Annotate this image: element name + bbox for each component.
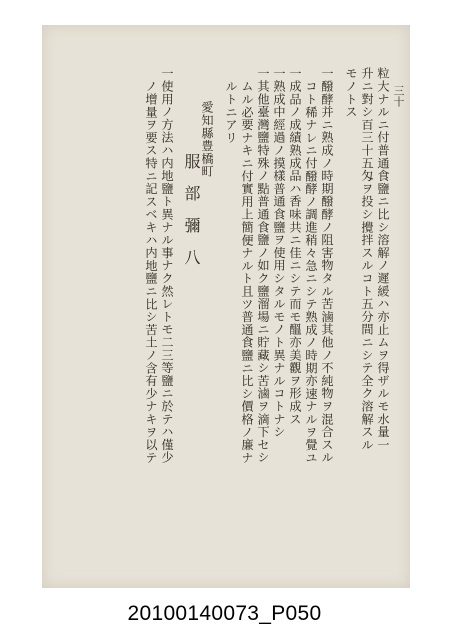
page-number: 三十 bbox=[392, 85, 405, 107]
image-caption: 20100140073_P050 bbox=[127, 602, 322, 625]
list-item: 一醱酵并ニ熟成ノ時期醱酵ノ阻害物タル苦滷其他ノ不純物ヲ混合スル bbox=[320, 67, 334, 464]
list-item: 一其他臺灣鹽特殊ノ點普通食鹽ノ如ク鹽溜場ニ貯藏シ苦滷ヲ滴下セシ bbox=[256, 67, 270, 464]
text-line: モノトス bbox=[344, 67, 358, 119]
text-line: ムル必要ナキニ付實用上簡便ナルト且ツ普通食鹽ニ比シ價格ノ廉ナ bbox=[240, 80, 254, 464]
list-item: 一成品ノ成績熟成品ハ香味共ニ佳ニシテ而モ醞亦美觀ヲ形成ス bbox=[288, 67, 302, 426]
signature-name: 服部彌八 bbox=[182, 153, 201, 281]
list-item: 一使用ノ方法ハ内地鹽ト異ナル事ナク然レトモ二三等鹽ニ於テハ僅少 bbox=[160, 67, 174, 464]
signature-place: 愛知縣豊橋町 bbox=[200, 101, 214, 178]
text-line: ルトニアリ bbox=[224, 80, 238, 144]
document-body bbox=[143, 67, 391, 464]
text-line: 粒大ナルニ付普通食鹽ニ比シ溶解ノ遲緩ハ亦止ムヲ得ザルモ水量一 bbox=[376, 67, 390, 451]
text-line: ノ增量ヲ要ス特ニ記スベキハ内地鹽ニ比シ苦土ノ含有少ナキヲ以テ bbox=[144, 80, 158, 464]
list-item: 一熟成中經過ノ摸樣普通食鹽ヲ使用シタルモノト異ナルコトナシ bbox=[272, 67, 286, 439]
text-line: コト稀ナレニ付醱酵ノ調進稍々急ニシテ熟成ノ時期亦速ナルヲ覺ユ bbox=[304, 80, 318, 464]
text-line: 升ニ對シ百三十五匁ヲ投シ攪拌スルコト五分間ニシテ全ク溶解スル bbox=[360, 67, 374, 451]
